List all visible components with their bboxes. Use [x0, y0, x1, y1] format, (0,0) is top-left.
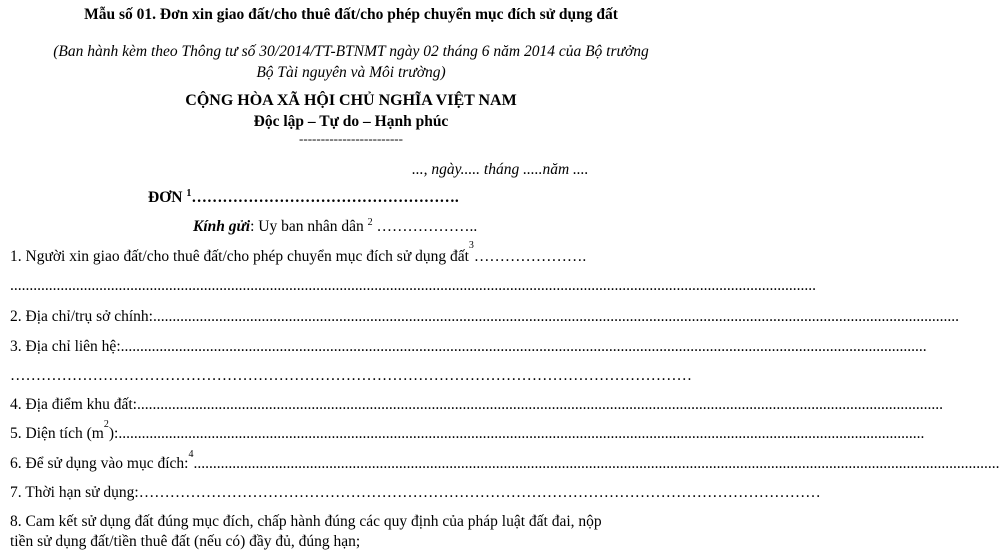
national-motto: Độc lập – Tự do – Hạnh phúc	[253, 113, 449, 130]
recipient-line	[193, 218, 702, 236]
footnote-2: 2	[367, 216, 373, 228]
form-title: Mẫu số 01. Đơn xin giao đất/cho thuê đất/cho phép chuyển mục đích sử dụng đất	[84, 6, 618, 23]
item-5-tail: ):	[108, 425, 119, 442]
superscript-2: 2	[103, 419, 109, 430]
item-6-dots	[193, 455, 999, 473]
item-8-commitment-line-2: tiền sử dụng đất/tiền thuê đất (nếu có) đầy đủ, đúng hạn;	[10, 533, 361, 550]
item-3-dots	[121, 338, 927, 356]
recipient-label: Kính gửi	[193, 218, 251, 235]
item-3-contact-address	[10, 338, 696, 356]
application-title-label: ĐƠN	[148, 189, 187, 206]
recipient-text: : Uy ban nhân dân	[250, 218, 368, 235]
item-3-continuation	[10, 367, 696, 385]
motto-underline: ------------------------	[299, 131, 403, 146]
item-2-dots	[153, 308, 959, 326]
item-5-dots	[118, 425, 924, 443]
footnote-3: 3	[468, 240, 474, 251]
item-4-label: 4. Địa điểm khu đất:	[10, 396, 137, 413]
item-6-label: 6. Để sử dụng vào mục đích:	[10, 455, 189, 472]
issuance-note-line-2: Bộ Tài nguyên và Môi trường)	[256, 64, 446, 81]
item-1-label: 1. Người xin giao đất/cho thuê đất/cho phép chuyển mục đích sử dụng đất	[10, 248, 469, 265]
issuance-note-line-1: (Ban hành kèm theo Thông tư số 30/2014/TT-BTNMT ngày 02 tháng 6 năm 2014 của Bộ trưởng	[53, 43, 649, 60]
item-1-continuation	[10, 277, 696, 295]
item-7-dots	[139, 484, 821, 502]
item-6-purpose	[10, 449, 696, 473]
item-7-label: 7. Thời hạn sử dụng:	[10, 484, 139, 501]
footnote-1: 1	[186, 187, 192, 199]
item-4-dots	[137, 396, 943, 414]
item-8-commitment-line-1: 8. Cam kết sử dụng đất đúng mục đích, chấp hành đúng các quy định của pháp luật đất đai, nộp	[10, 513, 602, 530]
item-5-area	[10, 419, 696, 443]
recipient-dots: ………………..	[372, 218, 478, 235]
date-line: ..., ngày..... tháng .....năm ....	[412, 161, 589, 178]
item-3-label: 3. Địa chỉ liên hệ:	[10, 338, 121, 355]
item-7-duration	[10, 484, 696, 502]
item-2-address	[10, 308, 696, 326]
application-title	[148, 189, 702, 207]
item-1-dots: ………………….	[473, 248, 587, 265]
item-3-continuation-dots	[10, 367, 696, 385]
national-title: CỘNG HÒA XÃ HỘI CHỦ NGHĨA VIỆT NAM	[185, 92, 517, 109]
item-5-label: 5. Diện tích (m	[10, 425, 104, 442]
application-title-dots: …………………………………………….	[191, 189, 459, 206]
footnote-4: 4	[188, 449, 194, 460]
item-1-applicant	[10, 240, 696, 266]
item-2-label: 2. Địa chỉ/trụ sở chính:	[10, 308, 153, 325]
item-4-location	[10, 396, 696, 414]
item-1-continuation-dots	[10, 277, 816, 295]
